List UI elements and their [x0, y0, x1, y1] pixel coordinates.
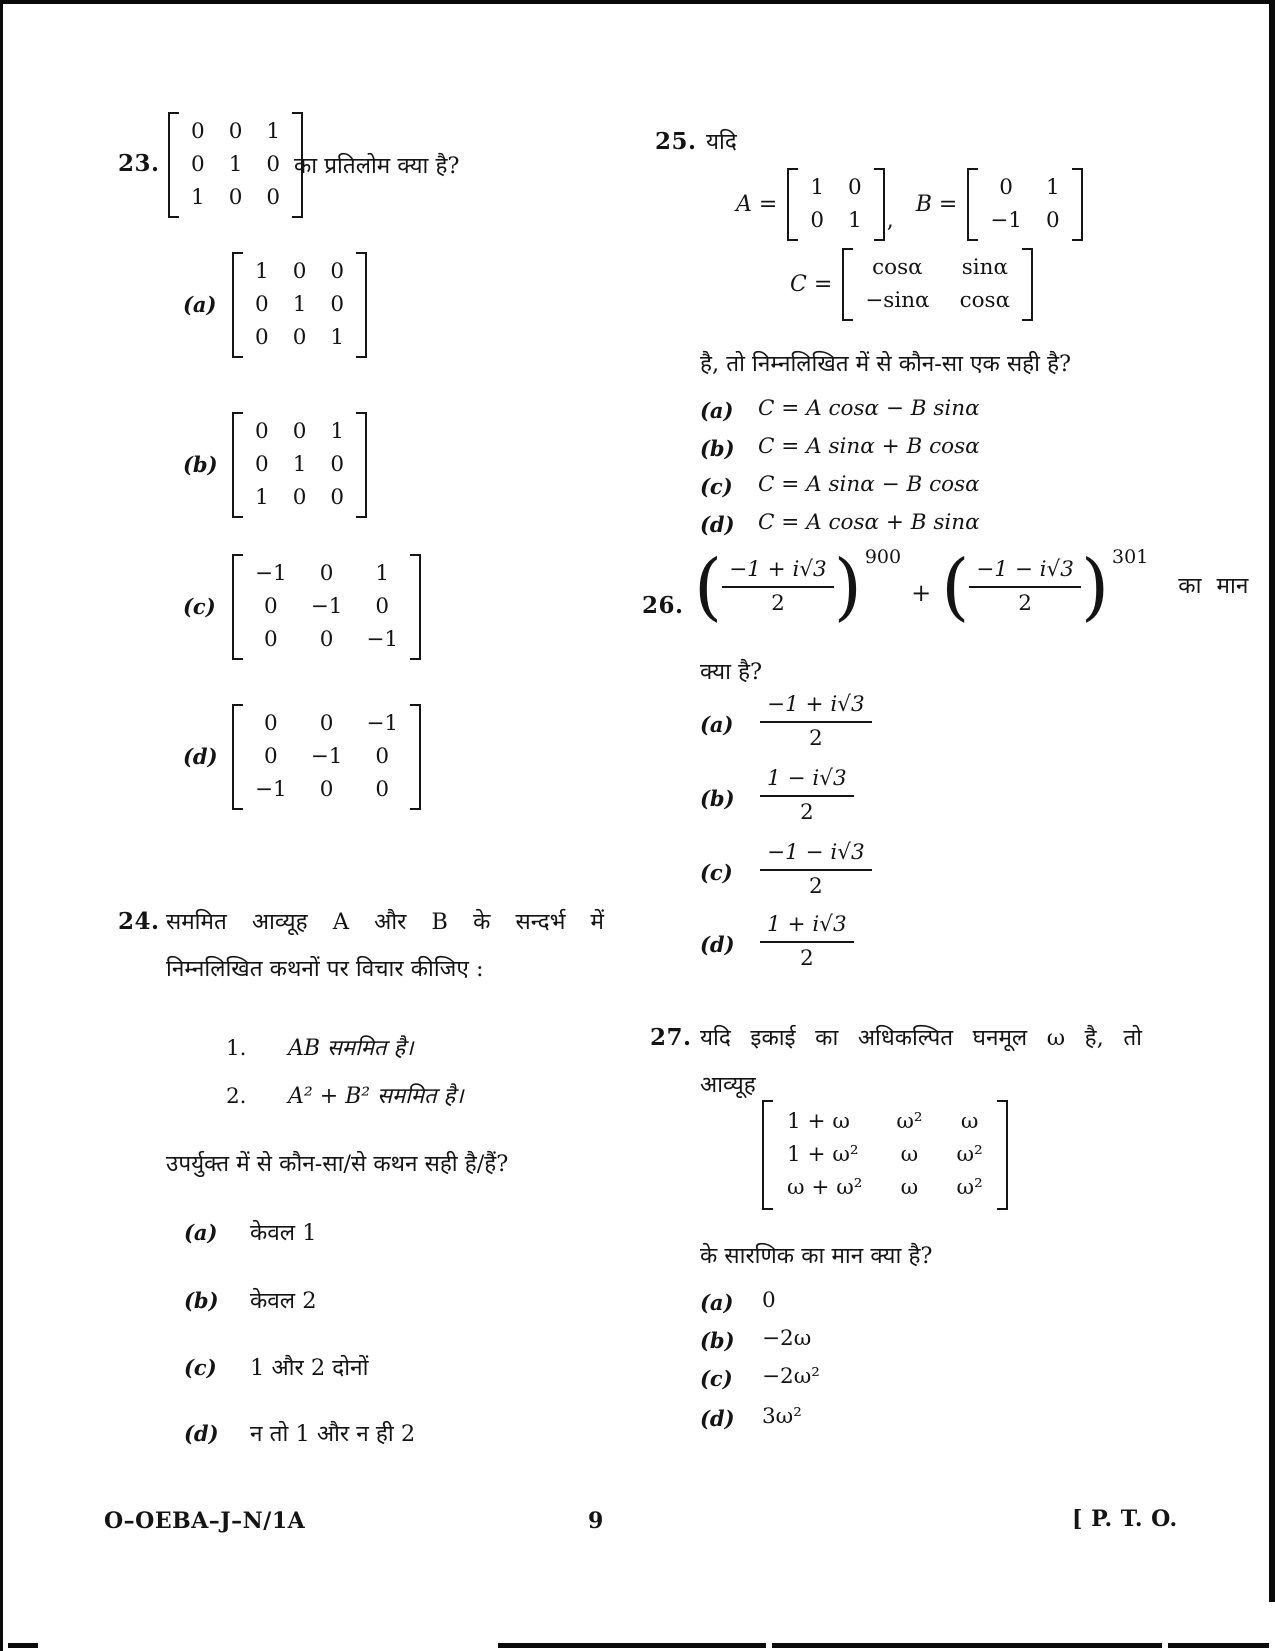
matrix-entry: 1	[228, 152, 243, 178]
matrix-entry: ω	[900, 1175, 919, 1201]
matrix-entry: ω	[960, 1109, 979, 1134]
q25-option-d-text: C = A cosα + B sinα	[758, 510, 980, 535]
q26-term1-exponent: 900	[864, 545, 902, 568]
fraction-numerator: 1 + i√3	[760, 912, 854, 943]
q24-statement-1-num: 1.	[226, 1036, 247, 1061]
matrix-entry: 0	[319, 627, 334, 653]
matrix-entry: 0	[266, 152, 281, 178]
q25-matrix-b	[967, 168, 1082, 241]
q24-option-a-text: केवल 1	[250, 1220, 317, 1246]
q23-number: 23.	[118, 150, 160, 177]
matrix-entry: 0	[375, 594, 390, 620]
matrix-bracket-right	[356, 412, 367, 518]
q25-option-a-text: C = A cosα − B sinα	[758, 396, 980, 421]
fraction-denominator: 2	[1018, 591, 1032, 617]
matrix-bracket-right	[874, 168, 885, 241]
footer-pto: [ P. T. O.	[1072, 1506, 1178, 1532]
matrix-bracket-right	[410, 704, 421, 810]
q24-statement-1-text: AB सममित है।	[288, 1036, 414, 1061]
paren-open: (	[941, 543, 970, 629]
q26-option-a-label: (a)	[700, 712, 734, 737]
q25-option-b-text: C = A sinα + B cosα	[758, 434, 980, 459]
scan-border-bottom-dash	[498, 1643, 766, 1648]
q25-option-d-label: (d)	[700, 512, 735, 537]
matrix-entry: 0	[191, 152, 205, 178]
q24-option-b-label: (b)	[184, 1288, 219, 1313]
matrix-entry: 0	[330, 485, 345, 511]
matrix-entry: 1	[848, 208, 862, 234]
q25-matrix-c-row	[790, 248, 1033, 321]
plus-sign: +	[911, 578, 932, 607]
matrix-bracket-left	[232, 704, 243, 810]
fraction-denominator: 2	[808, 726, 823, 751]
matrix-entry: 0	[319, 711, 334, 736]
matrix-bracket-left	[842, 248, 853, 321]
matrix-entry: −1	[366, 711, 399, 736]
q27-prompt-line2: आव्यूह	[700, 1072, 756, 1098]
matrix-entry: 0	[330, 292, 345, 318]
matrix-entry: −1	[990, 208, 1022, 234]
matrix-entry: 1	[266, 119, 281, 144]
q24-option-d-text: न तो 1 और न ही 2	[250, 1421, 416, 1447]
q24-option-c-text: 1 और 2 दोनों	[250, 1355, 369, 1381]
fraction-numerator: −1 + i√3	[722, 557, 834, 588]
matrix-entry: 1	[191, 185, 205, 211]
matrix-entry: 0	[255, 452, 269, 478]
q24-option-a-label: (a)	[184, 1220, 218, 1245]
footer-page-number: 9	[588, 1508, 604, 1534]
q27-number: 27.	[650, 1024, 692, 1051]
q23-matrix	[168, 112, 303, 218]
matrix-entry: 1	[292, 292, 307, 318]
matrix-bracket-right	[356, 252, 367, 358]
matrix-bracket-left	[232, 412, 243, 518]
q23-option-d-label: (d)	[183, 744, 218, 769]
q23-option-a-matrix	[232, 252, 367, 358]
q27-option-b-text: −2ω	[762, 1326, 812, 1351]
matrix-entry: 0	[264, 594, 278, 620]
matrix-bracket-left	[232, 554, 243, 660]
matrix-entry: 1	[330, 325, 345, 351]
fraction-denominator: 2	[771, 591, 785, 617]
matrix-entry: −sinα	[865, 288, 930, 314]
q26-option-a-fraction	[760, 692, 872, 751]
matrix-entry: 0	[292, 325, 307, 351]
q27-option-b-label: (b)	[700, 1328, 735, 1353]
matrix-entry: 0	[228, 119, 243, 144]
matrix-entry: 0	[266, 185, 281, 211]
q25-option-c-text: C = A sinα − B cosα	[758, 472, 980, 497]
q25-matrix-b-label: B =	[915, 192, 958, 218]
matrix-entry: ω²	[896, 1109, 923, 1134]
matrix-cells	[853, 248, 1022, 321]
scan-border-right	[1269, 0, 1275, 1602]
matrix-cells	[179, 112, 292, 218]
scan-border-bottom-dash	[1168, 1643, 1269, 1648]
matrix-entry: 0	[999, 175, 1013, 200]
matrix-bracket-left	[787, 168, 798, 241]
matrix-entry: 0	[319, 561, 334, 586]
matrix-cells	[978, 168, 1071, 241]
matrix-entry: 1	[375, 561, 390, 586]
q23-option-d-matrix	[232, 704, 421, 810]
q25-matrices-ab	[736, 168, 1083, 241]
q27-option-a-text: 0	[762, 1288, 776, 1313]
matrix-bracket-left	[967, 168, 978, 241]
q26-question: क्या है?	[700, 659, 763, 685]
matrix-entry: 0	[330, 452, 345, 478]
matrix-bracket-left	[762, 1100, 773, 1210]
q27-option-a-label: (a)	[700, 1290, 734, 1315]
fraction-numerator: 1 − i√3	[760, 766, 854, 797]
matrix-entry: 0	[255, 419, 269, 444]
q26-option-b-label: (b)	[700, 786, 735, 811]
matrix-cells	[798, 168, 873, 241]
matrix-entry: 1	[1046, 175, 1060, 200]
paren-close: )	[833, 543, 862, 629]
footer-booklet-code: O–OEBA–J–N/1A	[104, 1508, 306, 1534]
matrix-entry: cosα	[872, 255, 923, 280]
q23-option-c-label: (c)	[183, 594, 216, 619]
q26-suffix: का मान	[1178, 573, 1249, 600]
q26-option-d-label: (d)	[700, 932, 735, 957]
scan-border-bottom-dash	[772, 1643, 1162, 1648]
matrix-entry: sinα	[961, 255, 1008, 280]
matrix-entry: 0	[264, 627, 278, 653]
q27-prompt-line1: यदि इकाई का अधिकल्पित घनमूल ω है, तो	[700, 1025, 1142, 1051]
q24-prompt-line2: निम्नलिखित कथनों पर विचार कीजिए :	[166, 956, 484, 982]
fraction-numerator: −1 − i√3	[969, 557, 1081, 588]
q25-matrix-a-label: A =	[736, 192, 778, 218]
matrix-entry: 1 + ω	[787, 1109, 850, 1134]
q24-statement-2-num: 2.	[226, 1084, 247, 1109]
matrix-entry: 0	[255, 325, 269, 351]
q25-option-b-label: (b)	[700, 436, 735, 461]
matrix-entry: cosα	[959, 288, 1011, 314]
matrix-entry: 1	[810, 175, 825, 200]
matrix-entry: 0	[375, 777, 390, 803]
matrix-entry: 0	[292, 485, 307, 511]
matrix-entry: 0	[191, 119, 205, 144]
q25-matrix-a	[787, 168, 884, 241]
q23-option-a-label: (a)	[183, 292, 217, 317]
q25-matrix-c-label: C =	[790, 272, 833, 298]
scan-border-left	[0, 0, 3, 1651]
q26-term1-fraction	[722, 557, 834, 616]
q25-option-a-label: (a)	[700, 398, 734, 423]
matrix-entry: −1	[310, 594, 343, 620]
matrix-entry: ω²	[956, 1175, 983, 1201]
matrix-entry: 0	[810, 208, 825, 234]
fraction-denominator: 2	[799, 800, 814, 825]
matrix-entry: −1	[255, 777, 287, 803]
matrix-entry: 0	[264, 744, 278, 770]
matrix-entry: 0	[319, 777, 334, 803]
matrix-entry: 0	[292, 259, 307, 284]
q25-matrix-c	[842, 248, 1033, 321]
q24-option-c-label: (c)	[184, 1355, 217, 1380]
q26-option-c-fraction	[760, 840, 872, 899]
q27-option-d-text: 3ω²	[762, 1404, 802, 1429]
q26-option-c-label: (c)	[700, 860, 733, 885]
q26-term2-fraction	[969, 557, 1081, 616]
paren-open: (	[694, 543, 723, 629]
matrix-bracket-right	[1022, 248, 1033, 321]
matrix-cells	[243, 252, 356, 358]
q25-number: 25.	[655, 128, 697, 155]
matrix-cells	[243, 704, 410, 810]
matrix-bracket-left	[168, 112, 179, 218]
q25-question: है, तो निम्नलिखित में से कौन-सा एक सही है?	[700, 351, 1072, 377]
q23-prompt: का प्रतिलोम क्या है?	[294, 153, 460, 179]
fraction-numerator: −1 − i√3	[760, 840, 872, 871]
q25-intro: यदि	[706, 129, 737, 155]
q27-option-c-text: −2ω²	[762, 1364, 820, 1389]
matrix-cells	[773, 1100, 997, 1210]
matrix-cells	[243, 412, 356, 518]
q26-term2-exponent: 301	[1112, 545, 1149, 568]
matrix-entry: ω	[900, 1142, 919, 1168]
q26-expression	[694, 543, 1249, 629]
matrix-entry: −1	[310, 744, 343, 770]
q27-question: के सारणिक का मान क्या है?	[700, 1243, 933, 1269]
matrix-bracket-left	[232, 252, 243, 358]
q27-option-d-label: (d)	[700, 1406, 735, 1431]
matrix-bracket-right	[1072, 168, 1083, 241]
matrix-entry: 1	[330, 419, 345, 444]
q26-option-d-fraction	[760, 912, 854, 971]
matrix-bracket-right	[997, 1100, 1008, 1210]
matrix-cells	[243, 554, 410, 660]
matrix-entry: 1	[292, 452, 307, 478]
fraction-denominator: 2	[808, 874, 823, 899]
matrix-entry: 0	[375, 744, 390, 770]
q27-option-c-label: (c)	[700, 1366, 733, 1391]
matrix-entry: 0	[228, 185, 243, 211]
q26-option-b-fraction	[760, 766, 854, 825]
matrix-entry: 0	[848, 175, 862, 200]
q24-option-d-label: (d)	[184, 1421, 219, 1446]
comma: ,	[886, 208, 894, 234]
q24-prompt-line1: सममित आव्यूह A और B के सन्दर्भ में	[166, 909, 604, 935]
paren-close: )	[1080, 543, 1110, 629]
matrix-entry: 1	[255, 259, 269, 284]
fraction-numerator: −1 + i√3	[760, 692, 872, 723]
matrix-entry: ω²	[956, 1142, 983, 1168]
matrix-entry: −1	[255, 561, 287, 586]
matrix-entry: 0	[255, 292, 269, 318]
matrix-entry: 0	[292, 419, 307, 444]
scan-border-bottom-dash	[8, 1643, 38, 1648]
fraction-denominator: 2	[799, 946, 814, 971]
q27-matrix	[762, 1100, 1008, 1210]
q26-number: 26.	[642, 592, 684, 619]
matrix-entry: ω + ω²	[787, 1175, 863, 1201]
q23-option-b-label: (b)	[183, 452, 218, 477]
matrix-entry: 1	[255, 485, 269, 511]
q23-option-b-matrix	[232, 412, 367, 518]
matrix-entry: 0	[264, 711, 278, 736]
matrix-entry: −1	[366, 627, 399, 653]
q24-statement-2-text: A² + B² सममित है।	[288, 1084, 464, 1109]
q24-number: 24.	[118, 908, 160, 935]
matrix-bracket-right	[410, 554, 421, 660]
q23-option-c-matrix	[232, 554, 421, 660]
matrix-entry: 1 + ω²	[787, 1142, 859, 1168]
matrix-entry: 0	[1046, 208, 1060, 234]
q24-question: उपर्युक्त में से कौन-सा/से कथन सही है/हैं?	[166, 1151, 509, 1177]
q24-option-b-text: केवल 2	[250, 1288, 317, 1314]
matrix-entry: 0	[330, 259, 345, 284]
scan-border-top	[0, 0, 1275, 4]
q25-option-c-label: (c)	[700, 474, 733, 499]
